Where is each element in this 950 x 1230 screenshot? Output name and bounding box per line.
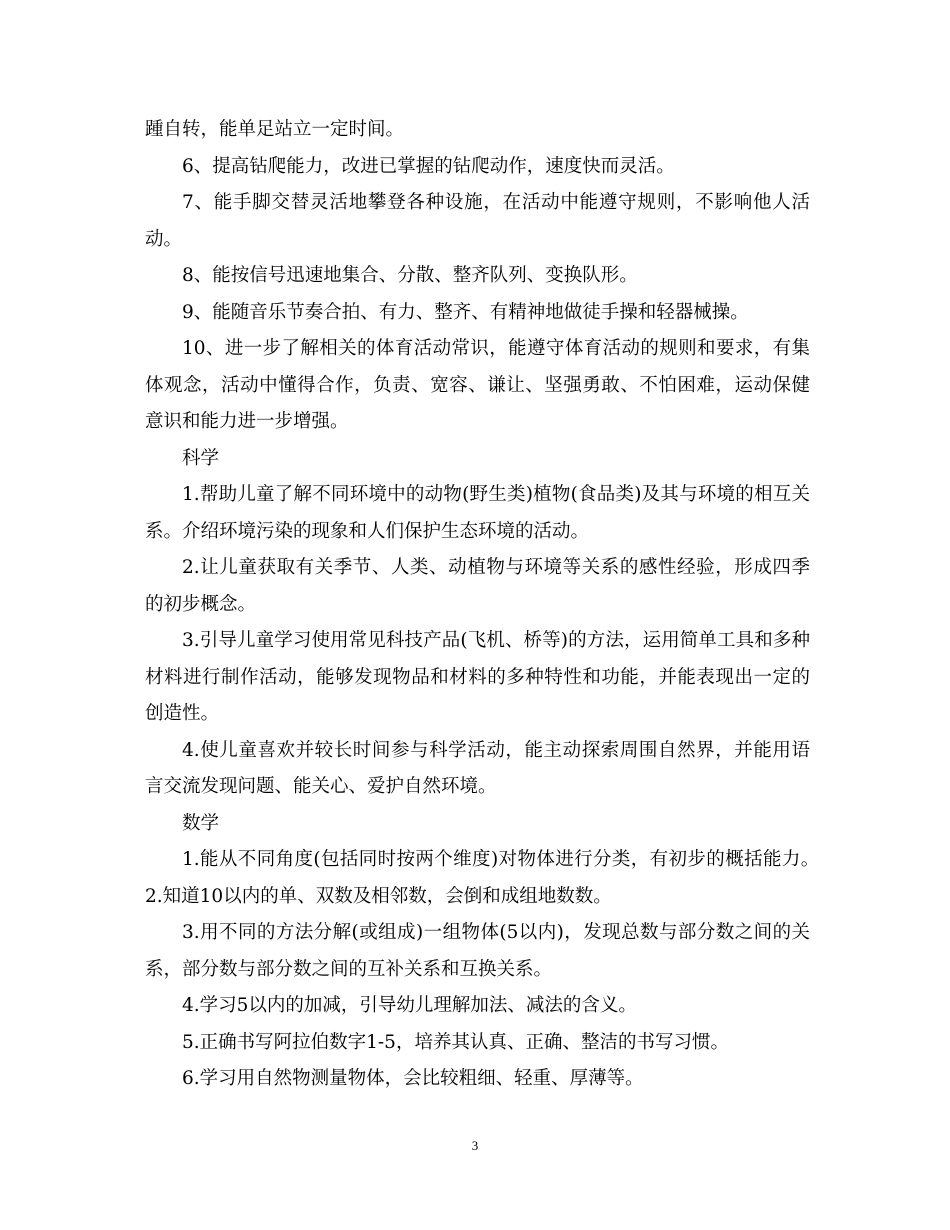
math-item-5: 5.正确书写阿拉伯数字1-5，培养其认真、正确、整洁的书写习惯。: [182, 1031, 729, 1053]
section-heading-math: 数学: [182, 812, 220, 834]
science-item-2: 2.让儿童获取有关季节、人类、动植物与环境等关系的感性经验，形成四季的初步概念。: [145, 557, 810, 615]
paragraph-item-10: 10、进一步了解相关的体育活动常识，能遵守体育活动的规则和要求，有集体观念，活动中懂得合作，负责、宽容、谦让、坚强勇敢、不怕困难，运动保健意识和能力进一步增强。: [145, 338, 810, 432]
paragraph-item-6: 6、提高钻爬能力，改进已掌握的钻爬动作，速度快而灵活。: [182, 155, 675, 177]
math-item-3: 3.用不同的方法分解(或组成)一组物体(5以内)，发现总数与部分数之间的关系，部分数与部分数之间的互补关系和互换关系。: [145, 922, 810, 980]
page-number: 3: [471, 1138, 479, 1153]
math-item-6: 6.学习用自然物测量物体，会比较粗细、轻重、厚薄等。: [182, 1068, 644, 1089]
math-item-1-2: 1.能从不同角度(包括同时按两个维度)对物体进行分类，有初步的概括能力。 2.知道10以内的单、双数及相邻数，会倒和成组地数数。: [145, 849, 829, 907]
science-item-4: 4.使儿童喜欢并较长时间参与科学活动，能主动探索周围自然界，并能用语言交流发现问题、能关心、爱护自然环境。: [145, 739, 810, 797]
page-body: [145, 112, 829, 1098]
paragraph-item-9: 9、能随音乐节奏合拍、有力、整齐、有精神地做徒手操和轻器械操。: [182, 301, 749, 323]
paragraph-continued: 踵自转，能单足站立一定时间。: [145, 119, 405, 140]
math-item-4: 4.学习5以内的加减，引导幼儿理解加法、减法的含义。: [182, 995, 637, 1016]
science-item-3: 3.引导儿童学习使用常见科技产品(飞机、桥等)的方法，运用简单工具和多种材料进行制作活动，能够发现物品和材料的多种特性和功能，并能表现出一定的创造性。: [145, 630, 810, 724]
paragraph-item-7: 7、能手脚交替灵活地攀登各种设施，在活动中能遵守规则，不影响他人活动。: [145, 192, 810, 250]
section-heading-science: 科学: [182, 447, 220, 469]
science-item-1: 1.帮助儿童了解不同环境中的动物(野生类)植物(食品类)及其与环境的相互关系。介绍环境污染的现象和人们保护生态环境的活动。: [145, 484, 810, 542]
paragraph-item-8: 8、能按信号迅速地集合、分散、整齐队列、变换队形。: [182, 265, 638, 286]
